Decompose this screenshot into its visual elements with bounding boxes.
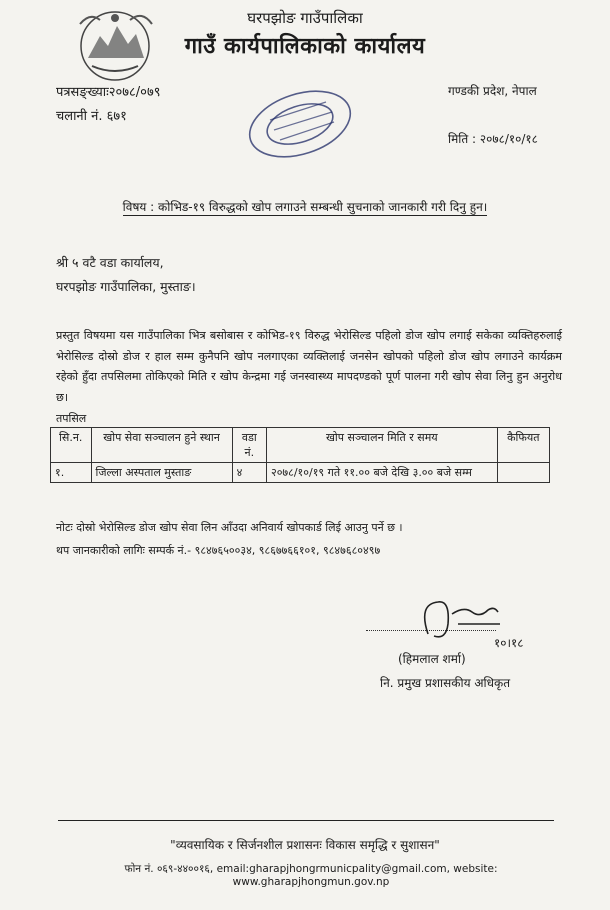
schedule-caption: तपसिल (56, 412, 87, 425)
office-title: गाउँ कार्यपालिकाको कार्यालय (184, 33, 426, 59)
signatory-title: नि. प्रमुख प्रशासकीय अधिकृत (380, 676, 511, 690)
column-header: खोप सञ्चालन मिति र समय (266, 428, 497, 463)
letter-body: प्रस्तुत विषयमा यस गाउँपालिका भित्र बसोबास र कोभिड-१९ विरुद्ध भेरोसिल्ड पहिलो डोज खोप लगाई सकेका व्यक्तिहरुलाई भेरोसिल्ड दोस्रो डोज र हाल सम्म कुनैपनि खोप नलगाएका व्यक्तिलाई जनसेन खोपको पहिलो डोज खोप लगाउने कार्यक्रम रहेको हुँदा तपसिलमा तोकिएको मिति र खोप केन्द्रमा गई जनस्वास्थ्य मापदण्डको पूर्ण पालना गरी खोप सेवा लिनु हुन अनुरोध छ। (56, 329, 562, 404)
table-cell: जिल्ला अस्पताल मुस्ताङ (91, 463, 232, 483)
footer-contact: फोन नं. ०६९-४४००१६, email:gharapjhongrmunicpality@gmail.com, website: www.gharapjhongmun.gov.np (124, 863, 498, 888)
note-text: नोटः दोस्रो भेरोसिल्ड डोज खोप सेवा लिन आँउदा अनिवार्य खोपकार्ड लिई आउनु पर्ने छ । (56, 521, 403, 534)
column-header: सि.न. (51, 428, 92, 463)
signature-date-note: १०।१८ (494, 636, 524, 650)
table-cell (497, 463, 549, 483)
contact-info: थप जानकारीको लागिः सम्पर्क नं.- ९८४७६५००३४, ९८६७७६६१०१, ९८४७६८०४९७ (56, 544, 381, 557)
reference-number: पत्रसङ्ख्याः२०७८/०७९ (56, 85, 161, 100)
letter-subject: विषय : कोभिड-१९ विरुद्धको खोप लगाउने सम्बन्धी सुचनाको जानकारी गरी दिनु हुन। (122, 200, 488, 214)
addressee-line-2: घरपझोङ गाउँपालिका, मुस्ताङ। (56, 279, 196, 294)
table-header-row (51, 428, 550, 463)
addressee-line-1: श्री ५ वटै वडा कार्यालय, (56, 255, 164, 270)
letter-date: मिति : २०७८/१०/१८ (448, 132, 538, 146)
footer-divider (58, 820, 554, 821)
table-cell: १. (51, 463, 92, 483)
office-stamp-icon (240, 80, 360, 160)
table-cell: ४ (232, 463, 266, 483)
handwritten-signature-icon (408, 594, 508, 654)
column-header: वडा नं. (232, 428, 266, 463)
signature-line (366, 630, 496, 631)
dispatch-number: चलानी नं. ६७१ (56, 109, 127, 124)
footer-motto: "व्यवसायिक र सिर्जनशील प्रशासनः विकास समृद्धि र सुशासन" (170, 838, 440, 852)
column-header: कैफियत (497, 428, 549, 463)
table-cell: २०७८/१०/१९ गते ११.०० बजे देखि ३.०० बजे सम्म (266, 463, 497, 483)
table-row (51, 463, 550, 483)
province-label: गण्डकी प्रदेश, नेपाल (448, 84, 537, 98)
column-header: खोप सेवा सञ्चालन हुने स्थान (91, 428, 232, 463)
municipality-name: घरपझोङ गाउँपालिका (247, 9, 363, 27)
vaccination-schedule-table (50, 427, 550, 483)
signatory-name: (हिमलाल शर्मा) (398, 652, 466, 666)
